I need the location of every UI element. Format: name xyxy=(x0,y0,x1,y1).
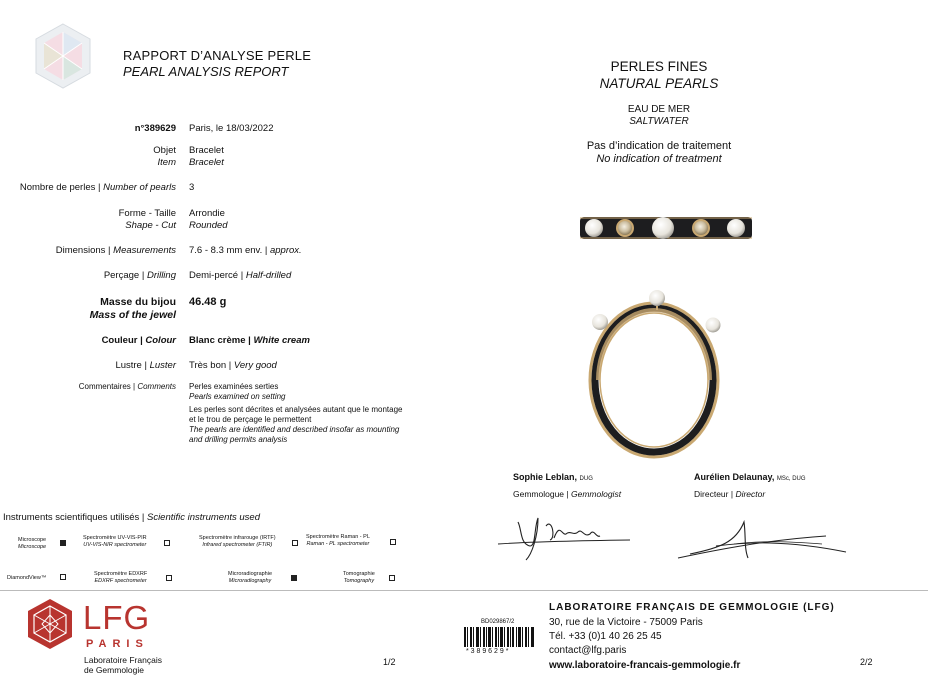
luster-value xyxy=(189,360,277,372)
comment-1-fr: Perles examinées serties xyxy=(189,382,279,391)
comments-label xyxy=(79,382,176,392)
hologram-logo-icon xyxy=(32,22,94,90)
logo-subtitle-2: de Gemmologie xyxy=(84,665,145,675)
drilling-label-en: Drilling xyxy=(146,270,176,281)
instruments-heading xyxy=(3,512,260,523)
object-value-fr: Bracelet xyxy=(189,145,224,156)
lfg-logo-icon xyxy=(26,598,74,650)
object-label-en: Item xyxy=(157,157,176,168)
logo-subtitle-1: Laboratoire Français xyxy=(84,655,162,665)
pearls-value: 3 xyxy=(189,182,195,193)
report-title-fr: RAPPORT D’ANALYSE PERLE xyxy=(123,48,312,63)
colour-value-fr: Blanc crème | xyxy=(189,335,251,346)
object-value-en: Bracelet xyxy=(189,157,224,168)
person-2-role-fr: Directeur | xyxy=(694,489,734,499)
bracelet-side-view-image xyxy=(584,288,724,463)
mass-label-fr: Masse du bijou xyxy=(100,296,176,308)
diamondview-checkbox xyxy=(60,574,66,580)
barcode-code: BD029867/2 xyxy=(481,619,515,625)
lab-address: 30, rue de la Victoire - 75009 Paris xyxy=(549,617,703,628)
water-fr: EAU DE MER xyxy=(627,104,691,115)
dimensions-label xyxy=(56,245,176,257)
colour-value-en: White cream xyxy=(253,335,310,346)
barcode-icon xyxy=(464,627,534,647)
object-label-fr: Objet xyxy=(153,145,176,156)
colour-label xyxy=(102,335,176,347)
page-number-right: 2/2 xyxy=(860,657,873,667)
dimensions-value-en: approx. xyxy=(269,245,302,256)
comment-2-en-1: The pearls are identified and described insofar as mounting xyxy=(189,425,400,434)
raman-checkbox xyxy=(390,539,396,545)
water-en: SALTWATER xyxy=(629,116,689,127)
drilling-value-en: Half-drilled xyxy=(245,270,292,281)
ftir-checkbox xyxy=(292,540,298,546)
instrument-tomography: Tomographie Tomography xyxy=(343,571,375,584)
lab-website[interactable]: www.laboratoire-francais-gemmologie.fr xyxy=(549,660,741,671)
bracelet-top-view-image xyxy=(578,212,754,244)
instrument-edxrf: Spectromètre EDXRF EDXRF spectrometer xyxy=(94,571,148,584)
person-1-title: DUG xyxy=(579,476,593,482)
dimensions-value-fr: 7.6 - 8.3 mm env. | xyxy=(189,245,268,256)
microradiography-checkbox xyxy=(291,575,297,581)
pearl-type-fr: PERLES FINES xyxy=(610,59,708,74)
luster-value-fr: Très bon | xyxy=(189,360,232,371)
logo-lfg-text: LFG xyxy=(83,599,151,636)
person-1-role-en: Gemmologist xyxy=(570,489,622,499)
instruments-heading-en: Scientific instruments used xyxy=(146,512,260,523)
luster-label-en: Luster xyxy=(149,360,176,371)
comment-2-fr-2: et le trou de perçage le permettent xyxy=(189,415,312,424)
dimensions-label-en: Measurements xyxy=(113,245,176,256)
comment-2-fr-1: Les perles sont décrites et analysées autant que le montage xyxy=(189,405,403,414)
comment-1-en: Pearls examined on setting xyxy=(189,392,286,401)
conclusion-block xyxy=(480,58,838,166)
instrument-microscope: Microscope Microscope xyxy=(18,537,47,550)
person-1-role-fr: Gemmologue | xyxy=(513,489,569,499)
mass-label-en: Mass of the jewel xyxy=(89,309,176,321)
signature-2-image xyxy=(676,514,848,562)
instrument-uv-vis: Spectromètre UV-VIS-PIR UV-VIS-NIR spectrometer xyxy=(83,535,147,548)
drilling-label-fr: Perçage | xyxy=(103,270,145,281)
microscope-checkbox xyxy=(60,540,66,546)
report-title-en: PEARL ANALYSIS REPORT xyxy=(123,64,289,79)
drilling-label xyxy=(104,270,176,282)
shape-value-fr: Arrondie xyxy=(189,208,225,219)
treatment-fr: Pas d’indication de traitement xyxy=(586,140,732,152)
comment-2-en-2: and drilling permits analysis xyxy=(189,435,288,444)
colour-label-fr: Couleur | xyxy=(101,335,143,346)
footer-divider xyxy=(0,590,928,591)
person-2-role-en: Director xyxy=(735,489,766,499)
instrument-diamondview: DiamondView™ xyxy=(7,575,47,581)
page-number-left: 1/2 xyxy=(383,657,396,667)
pearl-type-en: NATURAL PEARLS xyxy=(599,76,719,91)
instrument-microradiography: Microradiographie Microradiography xyxy=(228,571,273,584)
instruments-heading-fr: Instruments scientifiques utilisés | xyxy=(3,512,145,523)
dimensions-label-fr: Dimensions | xyxy=(55,245,111,256)
signature-2-block xyxy=(694,471,806,500)
person-1-name: Sophie Leblan, xyxy=(513,472,578,482)
lab-phone: Tél. +33 (0)1 40 26 25 45 xyxy=(549,631,662,642)
drilling-value-fr: Demi-percé | xyxy=(189,270,244,281)
lab-email[interactable]: contact@lfg.paris xyxy=(549,645,627,656)
person-2-title: MSc, DUG xyxy=(776,476,806,482)
tomography-checkbox xyxy=(389,575,395,581)
luster-label xyxy=(115,360,176,372)
dimensions-value xyxy=(189,245,302,257)
shape-label-en: Shape - Cut xyxy=(125,220,176,231)
shape-value-en: Rounded xyxy=(189,220,228,231)
comments-label-en: Comments xyxy=(137,382,176,391)
colour-label-en: Colour xyxy=(145,335,176,346)
luster-label-fr: Lustre | xyxy=(115,360,147,371)
signature-1-image xyxy=(496,508,636,564)
luster-value-en: Very good xyxy=(233,360,277,371)
mass-value: 46.48 g xyxy=(189,296,227,308)
treatment-en: No indication of treatment xyxy=(596,153,722,165)
drilling-value xyxy=(189,270,291,282)
barcode-number: * 3 8 9 6 2 9 * xyxy=(466,648,509,655)
person-2-name: Aurélien Delaunay, xyxy=(694,472,775,482)
signature-1-block xyxy=(513,471,621,500)
report-date: Paris, le 18/03/2022 xyxy=(189,123,274,134)
lab-name: LABORATOIRE FRANÇAIS DE GEMMOLOGIE (LFG) xyxy=(549,602,835,613)
shape-label-fr: Forme - Taille xyxy=(118,208,176,219)
instrument-raman: Spectromètre Raman - PL Raman - PL spectrometer xyxy=(306,534,370,547)
edxrf-checkbox xyxy=(166,575,172,581)
comments-label-fr: Commentaires | xyxy=(78,382,136,391)
pearls-label xyxy=(20,182,176,194)
instrument-ftir: Spectromètre infrarouge (IRTF) Infrared spectrometer (FTIR) xyxy=(199,535,276,548)
logo-paris-text: PARIS xyxy=(86,638,149,650)
report-number: n°389629 xyxy=(134,123,176,134)
uv-vis-checkbox xyxy=(164,540,170,546)
pearls-label-en: Number of pearls xyxy=(103,182,176,193)
pearls-label-fr: Nombre de perles | xyxy=(19,182,101,193)
colour-value xyxy=(189,335,310,347)
